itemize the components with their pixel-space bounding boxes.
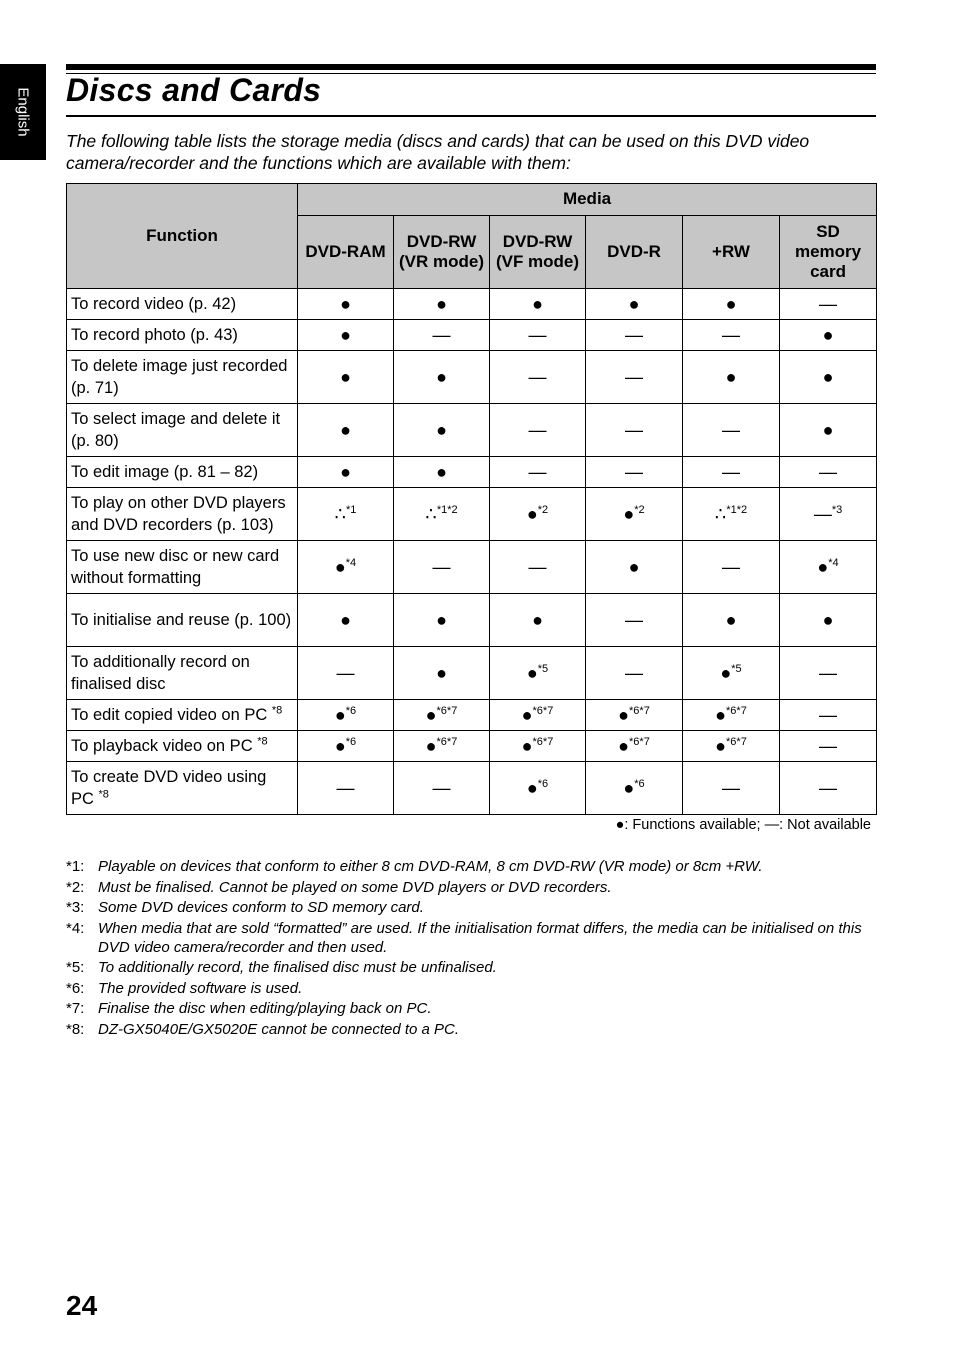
availability-cell bbox=[490, 351, 586, 404]
availability-symbol: — bbox=[625, 419, 643, 440]
availability-symbol: — bbox=[625, 662, 643, 683]
availability-symbol: — bbox=[528, 556, 547, 577]
footnote-item bbox=[66, 979, 876, 998]
availability-cell bbox=[298, 404, 394, 457]
function-label: To edit image (p. 81 – 82) bbox=[71, 463, 259, 481]
availability-cell bbox=[780, 457, 877, 488]
availability-cell bbox=[394, 541, 490, 594]
language-tab bbox=[0, 64, 46, 160]
availability-cell bbox=[490, 700, 586, 731]
table-row bbox=[67, 404, 877, 457]
availability-symbol: — bbox=[819, 662, 838, 683]
availability-symbol: ● bbox=[715, 735, 727, 756]
table-row bbox=[67, 647, 877, 700]
footnote-ref: *6 bbox=[345, 735, 357, 748]
footnote-text: To additionally record, the finalised disc must be unfinalised. bbox=[98, 959, 497, 976]
availability-symbol: — bbox=[432, 556, 451, 577]
availability-cell bbox=[780, 647, 877, 700]
availability-cell bbox=[586, 647, 683, 700]
availability-symbol: ● bbox=[340, 293, 351, 314]
availability-symbol: — bbox=[625, 366, 643, 387]
footnote-ref: *6*7 bbox=[629, 704, 650, 717]
availability-cell bbox=[683, 731, 780, 762]
column-header: DVD-RW (VF mode) bbox=[490, 215, 586, 288]
availability-symbol: — bbox=[819, 293, 838, 314]
availability-symbol: ● bbox=[340, 366, 351, 387]
header-rule-thick bbox=[66, 64, 876, 70]
availability-cell bbox=[298, 351, 394, 404]
table-row bbox=[67, 700, 877, 731]
availability-cell bbox=[298, 541, 394, 594]
table-row bbox=[67, 594, 877, 647]
function-cell bbox=[67, 457, 298, 488]
function-label: To record photo (p. 43) bbox=[71, 326, 238, 344]
availability-cell bbox=[586, 289, 683, 320]
title-underline bbox=[66, 115, 876, 117]
footnote-text: Playable on devices that conform to either 8 cm DVD-RAM, 8 cm DVD-RW (VR mode) or 8cm +RW. bbox=[98, 858, 763, 875]
availability-symbol: ● bbox=[521, 735, 533, 756]
availability-symbol: ● bbox=[526, 777, 538, 798]
availability-cell bbox=[394, 731, 490, 762]
footnote-ref: *6 bbox=[345, 704, 357, 717]
availability-symbol: ● bbox=[425, 735, 437, 756]
footnote-item bbox=[66, 999, 876, 1018]
availability-cell bbox=[683, 289, 780, 320]
availability-cell bbox=[586, 541, 683, 594]
availability-cell bbox=[586, 594, 683, 647]
availability-symbol: ● bbox=[425, 704, 437, 725]
function-cell bbox=[67, 541, 298, 594]
availability-symbol: ● bbox=[526, 662, 538, 683]
availability-cell bbox=[490, 404, 586, 457]
table-row bbox=[67, 289, 877, 320]
availability-cell bbox=[780, 488, 877, 541]
footnote-ref: *6*7 bbox=[532, 704, 554, 717]
availability-symbol: ● bbox=[526, 503, 538, 524]
availability-cell bbox=[586, 731, 683, 762]
function-cell bbox=[67, 289, 298, 320]
column-header: DVD-RAM bbox=[298, 215, 394, 288]
availability-cell bbox=[394, 647, 490, 700]
availability-symbol: ● bbox=[628, 556, 640, 577]
availability-symbol: ● bbox=[334, 556, 346, 577]
table-legend: ●: Functions available; —: Not available bbox=[615, 817, 871, 833]
availability-cell bbox=[586, 762, 683, 815]
footnote-ref: *4 bbox=[345, 556, 357, 569]
footnote-item bbox=[66, 878, 876, 897]
footnote-ref: *5 bbox=[537, 662, 549, 675]
availability-cell bbox=[683, 700, 780, 731]
function-label: To initialise and reuse (p. 100) bbox=[71, 611, 292, 629]
availability-cell bbox=[683, 647, 780, 700]
availability-symbol: — bbox=[432, 777, 451, 798]
footnote-text: Must be finalised. Cannot be played on some DVD players or DVD recorders. bbox=[98, 878, 612, 896]
availability-cell bbox=[490, 731, 586, 762]
availability-symbol: — bbox=[336, 777, 355, 798]
function-label: To use new disc or new card without formatting bbox=[71, 547, 280, 587]
footnote-mark: *3: bbox=[66, 899, 85, 916]
availability-cell bbox=[490, 457, 586, 488]
footnote-ref: *6 bbox=[537, 777, 549, 790]
availability-symbol: ● bbox=[725, 366, 737, 387]
availability-symbol: ● bbox=[436, 609, 447, 630]
footnote-item bbox=[66, 958, 876, 977]
footnote-mark: *8: bbox=[66, 1020, 85, 1038]
function-cell bbox=[67, 404, 298, 457]
media-header: Media bbox=[298, 184, 877, 216]
footnote-mark: *7: bbox=[66, 1000, 85, 1017]
availability-cell bbox=[683, 762, 780, 815]
function-cell bbox=[67, 320, 298, 351]
function-label: To edit copied video on PC bbox=[71, 706, 268, 724]
footnote-ref: *6*7 bbox=[726, 704, 747, 717]
table-row bbox=[67, 351, 877, 404]
column-header: +RW bbox=[683, 215, 780, 288]
language-tab-label: English bbox=[14, 87, 32, 137]
function-cell bbox=[67, 762, 298, 815]
availability-cell bbox=[780, 731, 877, 762]
availability-cell bbox=[394, 594, 490, 647]
footnote-item bbox=[66, 1020, 876, 1039]
availability-symbol: — bbox=[819, 777, 838, 798]
function-label: To record video (p. 42) bbox=[71, 295, 237, 313]
availability-symbol: ● bbox=[725, 293, 737, 314]
footnote-ref: *1 bbox=[346, 503, 357, 516]
footnote-ref: *2 bbox=[634, 503, 645, 516]
availability-cell bbox=[298, 594, 394, 647]
availability-cell bbox=[586, 320, 683, 351]
availability-symbol: ● bbox=[340, 419, 351, 440]
availability-symbol: ● bbox=[334, 704, 346, 725]
function-label: To playback video on PC bbox=[71, 737, 253, 755]
column-header: SD memory card bbox=[780, 215, 877, 288]
availability-cell bbox=[298, 700, 394, 731]
availability-cell bbox=[394, 488, 490, 541]
table-row bbox=[67, 320, 877, 351]
availability-cell bbox=[586, 457, 683, 488]
availability-symbol: ● bbox=[436, 366, 447, 387]
function-label: To delete image just recorded (p. 71) bbox=[71, 357, 288, 397]
availability-cell bbox=[490, 541, 586, 594]
availability-cell bbox=[586, 404, 683, 457]
availability-cell bbox=[298, 457, 394, 488]
footnote-item bbox=[66, 919, 876, 957]
footnotes bbox=[66, 857, 876, 1040]
availability-symbol: ● bbox=[720, 662, 732, 683]
availability-symbol: ● bbox=[628, 293, 640, 314]
footnote-ref: *3 bbox=[831, 503, 843, 516]
availability-symbol: ● bbox=[532, 609, 543, 630]
availability-cell bbox=[394, 351, 490, 404]
availability-symbol: — bbox=[528, 461, 547, 482]
availability-symbol: ● bbox=[623, 777, 635, 798]
availability-symbol: ● bbox=[822, 419, 834, 440]
function-header: Function bbox=[67, 184, 298, 289]
footnote-ref: *5 bbox=[731, 662, 742, 675]
availability-cell bbox=[683, 404, 780, 457]
availability-cell bbox=[586, 351, 683, 404]
availability-cell bbox=[394, 289, 490, 320]
availability-symbol: ● bbox=[532, 293, 543, 314]
table-row bbox=[67, 762, 877, 815]
availability-cell bbox=[394, 404, 490, 457]
footnote-item bbox=[66, 857, 876, 876]
availability-symbol: ● bbox=[340, 609, 351, 630]
availability-symbol: — bbox=[819, 735, 838, 756]
availability-symbol: ● bbox=[817, 556, 829, 577]
availability-cell bbox=[780, 351, 877, 404]
table-row bbox=[67, 488, 877, 541]
availability-cell bbox=[490, 594, 586, 647]
availability-cell bbox=[490, 647, 586, 700]
footnote-text: DZ-GX5040E/GX5020E cannot be connected to a PC. bbox=[98, 1020, 460, 1038]
availability-symbol: ∴ bbox=[714, 503, 727, 524]
footnote-ref: *1*2 bbox=[436, 503, 458, 516]
table-row bbox=[67, 731, 877, 762]
function-cell bbox=[67, 731, 298, 762]
function-label: To play on other DVD players and DVD recorders (p. 103) bbox=[71, 494, 286, 534]
availability-cell bbox=[780, 762, 877, 815]
footnote-mark: *5: bbox=[66, 959, 85, 976]
footnote-ref: *6*7 bbox=[436, 735, 458, 748]
table-row bbox=[67, 541, 877, 594]
availability-symbol: — bbox=[722, 777, 740, 798]
availability-cell bbox=[490, 488, 586, 541]
availability-symbol: ● bbox=[822, 609, 834, 630]
availability-symbol: ● bbox=[822, 324, 834, 345]
availability-symbol: ● bbox=[715, 704, 727, 725]
page-number: 24 bbox=[66, 1290, 98, 1321]
availability-symbol: ● bbox=[340, 324, 351, 345]
availability-symbol: ● bbox=[340, 461, 351, 482]
function-cell bbox=[67, 700, 298, 731]
function-cell bbox=[67, 647, 298, 700]
availability-cell bbox=[394, 457, 490, 488]
availability-symbol: — bbox=[625, 609, 643, 630]
availability-cell bbox=[298, 762, 394, 815]
availability-cell bbox=[780, 700, 877, 731]
footnote-ref: *8 bbox=[98, 788, 109, 801]
availability-cell bbox=[683, 351, 780, 404]
availability-cell bbox=[394, 700, 490, 731]
column-header: DVD-R bbox=[586, 215, 683, 288]
availability-symbol: — bbox=[625, 461, 643, 482]
availability-cell bbox=[298, 488, 394, 541]
availability-cell bbox=[490, 289, 586, 320]
function-cell bbox=[67, 488, 298, 541]
function-label: To select image and delete it (p. 80) bbox=[71, 410, 281, 450]
availability-cell bbox=[683, 320, 780, 351]
availability-symbol: — bbox=[722, 324, 740, 345]
availability-cell bbox=[586, 700, 683, 731]
availability-symbol: — bbox=[625, 324, 643, 345]
availability-cell bbox=[780, 404, 877, 457]
availability-symbol: ● bbox=[436, 461, 447, 482]
footnote-ref: *2 bbox=[537, 503, 549, 516]
availability-symbol: — bbox=[528, 324, 547, 345]
availability-symbol: ● bbox=[618, 704, 630, 725]
availability-symbol: — bbox=[819, 461, 838, 482]
availability-symbol: — bbox=[722, 419, 740, 440]
availability-cell bbox=[780, 289, 877, 320]
footnote-item bbox=[66, 898, 876, 917]
availability-symbol: ● bbox=[623, 503, 635, 524]
availability-cell bbox=[780, 320, 877, 351]
availability-symbol: — bbox=[819, 704, 838, 725]
footnote-ref: *8 bbox=[271, 704, 283, 717]
intro-paragraph: The following table lists the storage media (discs and cards) that can be used on this DVD video camera/recorder and the functions which are available with them: bbox=[66, 131, 810, 173]
footnote-text: When media that are sold “formatted” are used. If the initialisation format differs, the media can be initialised on this DVD video camera/recorder and then used. bbox=[98, 919, 862, 956]
column-header: DVD-RW (VR mode) bbox=[394, 215, 490, 288]
availability-cell bbox=[780, 594, 877, 647]
footnote-ref: *6*7 bbox=[726, 735, 747, 748]
footnote-ref: *8 bbox=[257, 735, 268, 748]
availability-symbol: ● bbox=[618, 735, 630, 756]
function-label: To additionally record on finalised disc bbox=[71, 653, 250, 693]
availability-symbol: ● bbox=[521, 704, 533, 725]
availability-symbol: ● bbox=[725, 609, 737, 630]
availability-symbol: ● bbox=[822, 366, 834, 387]
availability-cell bbox=[298, 320, 394, 351]
function-cell bbox=[67, 594, 298, 647]
availability-cell bbox=[683, 488, 780, 541]
availability-symbol: ● bbox=[436, 293, 447, 314]
footnote-ref: *6*7 bbox=[532, 735, 554, 748]
availability-symbol: — bbox=[722, 461, 740, 482]
footnote-mark: *2: bbox=[66, 878, 85, 896]
availability-cell bbox=[298, 731, 394, 762]
availability-cell bbox=[683, 541, 780, 594]
availability-symbol: — bbox=[528, 419, 547, 440]
footnote-ref: *4 bbox=[828, 556, 839, 569]
availability-cell bbox=[298, 289, 394, 320]
function-label: To create DVD video using PC bbox=[71, 768, 267, 808]
page-title: Discs and Cards bbox=[66, 72, 322, 108]
footnote-ref: *6*7 bbox=[629, 735, 650, 748]
availability-cell bbox=[683, 594, 780, 647]
availability-cell bbox=[490, 320, 586, 351]
footnote-ref: *6*7 bbox=[436, 704, 458, 717]
footnote-ref: *1*2 bbox=[726, 503, 748, 516]
footnote-mark: *4: bbox=[66, 919, 85, 937]
media-function-table bbox=[66, 183, 877, 815]
availability-symbol: ● bbox=[436, 419, 447, 440]
availability-cell bbox=[298, 647, 394, 700]
footnote-mark: *1: bbox=[66, 858, 85, 875]
availability-symbol: — bbox=[813, 503, 832, 524]
footnote-text: The provided software is used. bbox=[98, 979, 303, 997]
availability-symbol: ● bbox=[334, 735, 346, 756]
footnote-text: Finalise the disc when editing/playing back on PC. bbox=[98, 1000, 432, 1017]
availability-symbol: — bbox=[528, 366, 547, 387]
availability-symbol: ∴ bbox=[425, 503, 437, 524]
function-cell bbox=[67, 351, 298, 404]
table-row bbox=[67, 457, 877, 488]
availability-symbol: ∴ bbox=[334, 503, 347, 524]
availability-cell bbox=[394, 762, 490, 815]
availability-symbol: — bbox=[722, 556, 740, 577]
availability-symbol: — bbox=[336, 662, 355, 683]
availability-cell bbox=[780, 541, 877, 594]
availability-symbol: — bbox=[432, 324, 451, 345]
availability-cell bbox=[683, 457, 780, 488]
footnote-mark: *6: bbox=[66, 979, 85, 997]
availability-cell bbox=[490, 762, 586, 815]
footnote-text: Some DVD devices conform to SD memory card. bbox=[98, 899, 424, 916]
availability-cell bbox=[394, 320, 490, 351]
footnote-ref: *6 bbox=[634, 777, 645, 790]
availability-symbol: ● bbox=[436, 662, 447, 683]
availability-cell bbox=[586, 488, 683, 541]
